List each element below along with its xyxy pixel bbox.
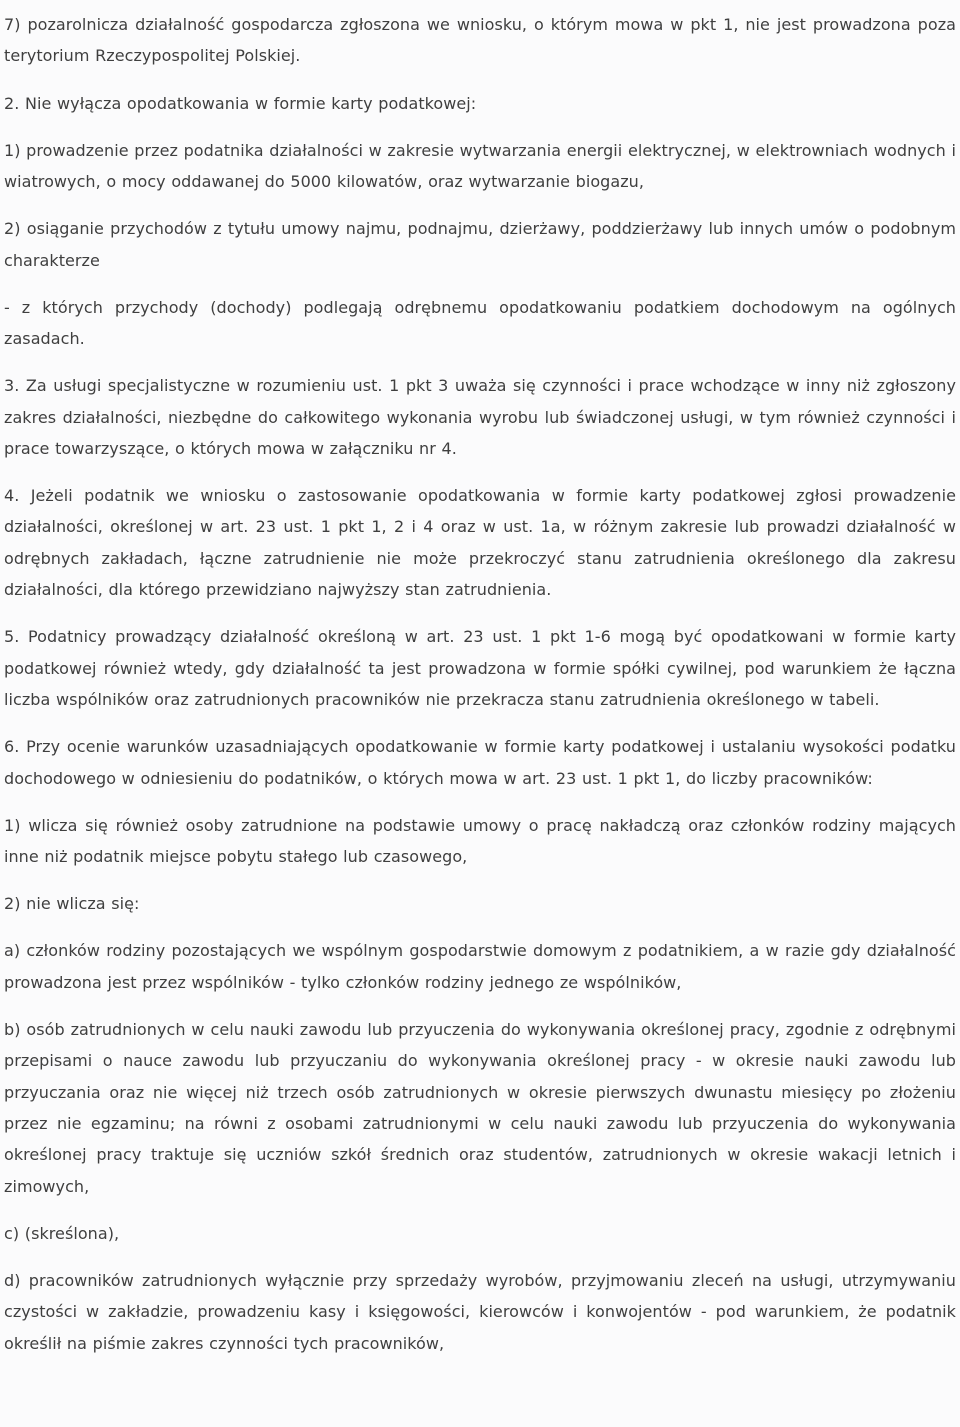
paragraph-2-heading: 2. Nie wyłącza opodatkowania w formie karty podatkowej: (4, 93, 477, 113)
paragraph-2-point-1: 1) prowadzenie przez podatnika działalności w zakresie wytwarzania energii elektrycznej, w elektrowniach wodnych i wiatrowych, o mocy oddawanej do 5000 kilowatów, oraz wytwarzanie biogazu, (4, 140, 956, 191)
paragraph-3: 3. Za usługi specjalistyczne w rozumieniu ust. 1 pkt 3 uważa się czynności i prace wchodzące w inny niż zgłoszony zakres działalności, niezbędne do całkowitego wykonania wyrobu lub świadczonej usługi, w tym również czynności i prace towarzyszące, o których mowa w załączniku nr 4. (4, 376, 956, 458)
paragraph-6-heading: 6. Przy ocenie warunków uzasadniających opodatkowanie w formie karty podatkowej i ustalaniu wysokości podatku dochodowego w odniesieniu do podatników, o których mowa w art. 23 ust. 1 pkt 1, do liczby pracowników: (4, 737, 956, 788)
paragraph-6-point-2-d: d) pracowników zatrudnionych wyłącznie przy sprzedaży wyrobów, przyjmowaniu zleceń na usługi, utrzymywaniu czystości w zakładzie, prowadzeniu kasy i księgowości, kierowców i konwojentów - pod warunkiem, że podatnik określił na piśmie zakres czynności tych pracowników, (4, 1271, 956, 1353)
paragraph-6-point-2: 2) nie wlicza się: (4, 894, 140, 914)
paragraph-6-point-2-a: a) członków rodziny pozostających we wspólnym gospodarstwie domowym z podatnikiem, a w razie gdy działalność prowadzona jest przez wspólników - tylko członków rodziny jednego ze wspólników, (4, 941, 956, 992)
paragraph-5: 5. Podatnicy prowadzący działalność określoną w art. 23 ust. 1 pkt 1-6 mogą być opodatkowani w formie karty podatkowej również wtedy, gdy działalność ta jest prowadzona w formie spółki cywilnej, pod warunkiem że łączna liczba wspólników oraz zatrudnionych pracowników nie przekracza stanu zatrudnienia określonego w tabeli. (4, 627, 956, 710)
paragraph-6-point-2-c: c) (skreślona), (4, 1223, 120, 1243)
paragraph-6-point-1: 1) wlicza się również osoby zatrudnione na podstawie umowy o pracę nakładczą oraz członków rodziny mających inne niż podatnik miejsce pobytu stałego lub czasowego, (4, 815, 956, 867)
paragraph-4: 4. Jeżeli podatnik we wniosku o zastosowanie opodatkowania w formie karty podatkowej zgłosi prowadzenie działalności, określonej w art. 23 ust. 1 pkt 1, 2 i 4 oraz w ust. 1a, w różnym zakresie lub prowadzi działalność w odrębnych zakładach, łączne zatrudnienie nie może przekroczyć stanu zatrudnienia określonego dla zakresu działalności, dla którego przewidziano najwyższy stan zatrudnienia. (4, 486, 956, 600)
paragraph-7-territory: 7) pozarolnicza działalność gospodarcza zgłoszona we wniosku, o którym mowa w pkt 1, nie jest prowadzona poza terytorium Rzeczypospolitej Polskiej. (4, 15, 956, 66)
paragraph-6-point-2-b: b) osób zatrudnionych w celu nauki zawodu lub przyuczenia do wykonywania określonej pracy, zgodnie z odrębnymi przepisami o nauce zawodu lub przyuczaniu do wykonywania określonej pracy - w okresie nauki zawodu lub przyuczania oraz nie więcej niż trzech osób zatrudnionych w okresie pierwszych dwunastu miesięcy po złożeniu przez nie egzaminu; na równi z osobami zatrudnionymi w celu nauki zawodu lub przyuczenia do wykonywania określonej pracy traktuje się uczniów szkół średnich oraz studentów, zatrudnionych w okresie wakacji letnich i zimowych, (4, 1019, 956, 1196)
paragraph-2-point-2: 2) osiąganie przychodów z tytułu umowy najmu, podnajmu, dzierżawy, poddzierżawy lub innych umów o podobnym charakterze (4, 219, 956, 270)
paragraph-2-closing: - z których przychody (dochody) podlegają odrębnemu opodatkowaniu podatkiem dochodowym na ogólnych zasadach. (4, 297, 956, 348)
